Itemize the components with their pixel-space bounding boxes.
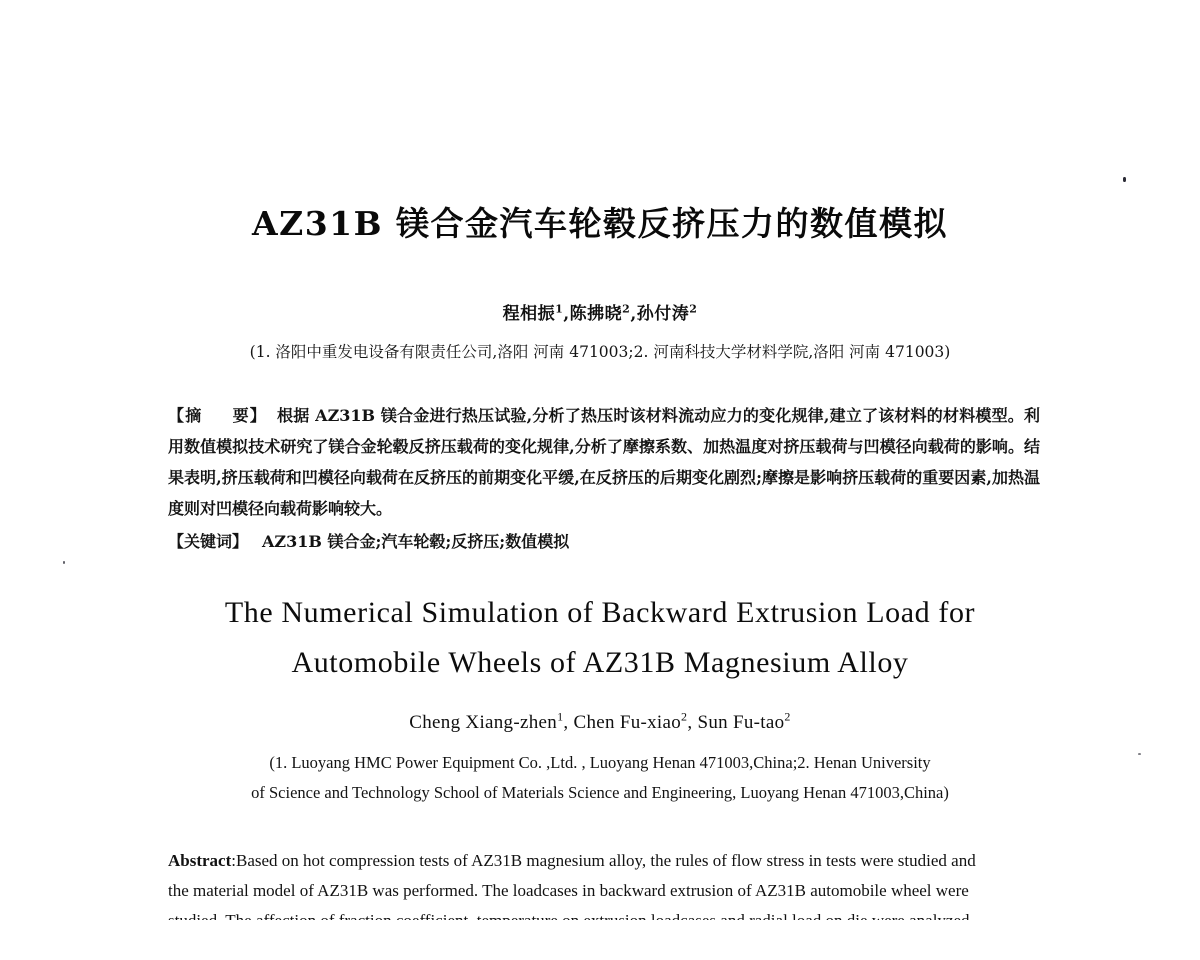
page-bottom-cutoff xyxy=(0,920,1200,960)
abstract-english-body-line1: Based on hot compression tests of AZ31B magnesium alloy, the rules of flow stress in tests were studied and xyxy=(236,851,976,870)
author-separator-english-2: , xyxy=(687,712,698,733)
keywords-label-chinese: 【关键词】 xyxy=(168,532,249,551)
scan-speck-artifact xyxy=(1123,177,1126,182)
page-title-chinese: AZ31B 镁合金汽车轮毂反挤压力的数值模拟 xyxy=(252,204,948,243)
abstract-label-chinese: 【摘 要】 xyxy=(168,406,268,425)
author-separator-2: , xyxy=(630,304,637,324)
abstract-body-chinese: 根据 AZ31B 镁合金进行热压试验,分析了热压时该材料流动应力的变化规律,建立了该材料的材料模型。利用数值模拟技术研究了镁合金轮毂反挤压载荷的变化规律,分析了摩擦系数、加热温度对挤压载荷与凹模径向载荷的影响。结果表明,挤压载荷和凹模径向载荷在反挤压的前期变化平缓,在反挤压的后期变化剧烈;摩擦是影响挤压载荷的重要因素,加热温度则对凹模径向载荷影响较大。 xyxy=(168,406,1040,518)
author-line-chinese xyxy=(0,299,1200,324)
author-sup-english-1: 1 xyxy=(557,709,564,724)
author-name-english-2: Chen Fu-xiao xyxy=(573,712,682,733)
author-name-english-1: Cheng Xiang-zhen xyxy=(409,712,558,733)
author-sup-english-2: 2 xyxy=(681,709,688,724)
scan-speck-artifact xyxy=(63,561,65,564)
abstract-separator-english: : xyxy=(231,851,236,870)
keywords-body-chinese: AZ31B 镁合金;汽车轮毂;反挤压;数值模拟 xyxy=(262,532,570,551)
abstract-chinese xyxy=(168,400,1040,524)
keywords-chinese xyxy=(168,528,1040,555)
scan-speck-artifact xyxy=(1138,753,1141,755)
author-line-english xyxy=(0,709,1200,734)
abstract-english-line1 xyxy=(168,846,1044,876)
abstract-english-line2: the material model of AZ31B was performed. The loadcases in backward extrusion of AZ31B automobile wheel were xyxy=(168,881,969,900)
author-name-english-3: Sun Fu-tao xyxy=(697,712,785,733)
author-sup-chinese-3: 2 xyxy=(689,302,698,316)
page-title-english-line1: The Numerical Simulation of Backward Extrusion Load for xyxy=(224,596,976,629)
affiliation-english-line2: of Science and Technology School of Materials Science and Engineering, Luoyang Henan 471003,China) xyxy=(251,783,949,802)
affiliation-chinese: (1. 洛阳中重发电设备有限责任公司,洛阳 河南 471003;2. 河南科技大学材料学院,洛阳 河南 471003) xyxy=(249,343,951,361)
author-name-chinese-1: 程相振 xyxy=(502,304,556,324)
affiliation-english-line1: (1. Luoyang HMC Power Equipment Co. ,Ltd. , Luoyang Henan 471003,China;2. Henan University xyxy=(269,753,931,772)
author-separator-english-1: , xyxy=(563,712,574,733)
author-sup-chinese-2: 2 xyxy=(622,302,631,316)
abstract-label-english: Abstract xyxy=(168,851,232,870)
author-name-chinese-2: 陈拂晓 xyxy=(569,304,623,324)
author-separator-1: , xyxy=(563,304,570,324)
page-title-english-line2: Automobile Wheels of AZ31B Magnesium Alloy xyxy=(291,646,909,679)
author-name-chinese-3: 孙付涛 xyxy=(636,304,690,324)
author-sup-english-3: 2 xyxy=(784,709,791,724)
author-sup-chinese-1: 1 xyxy=(555,302,564,316)
